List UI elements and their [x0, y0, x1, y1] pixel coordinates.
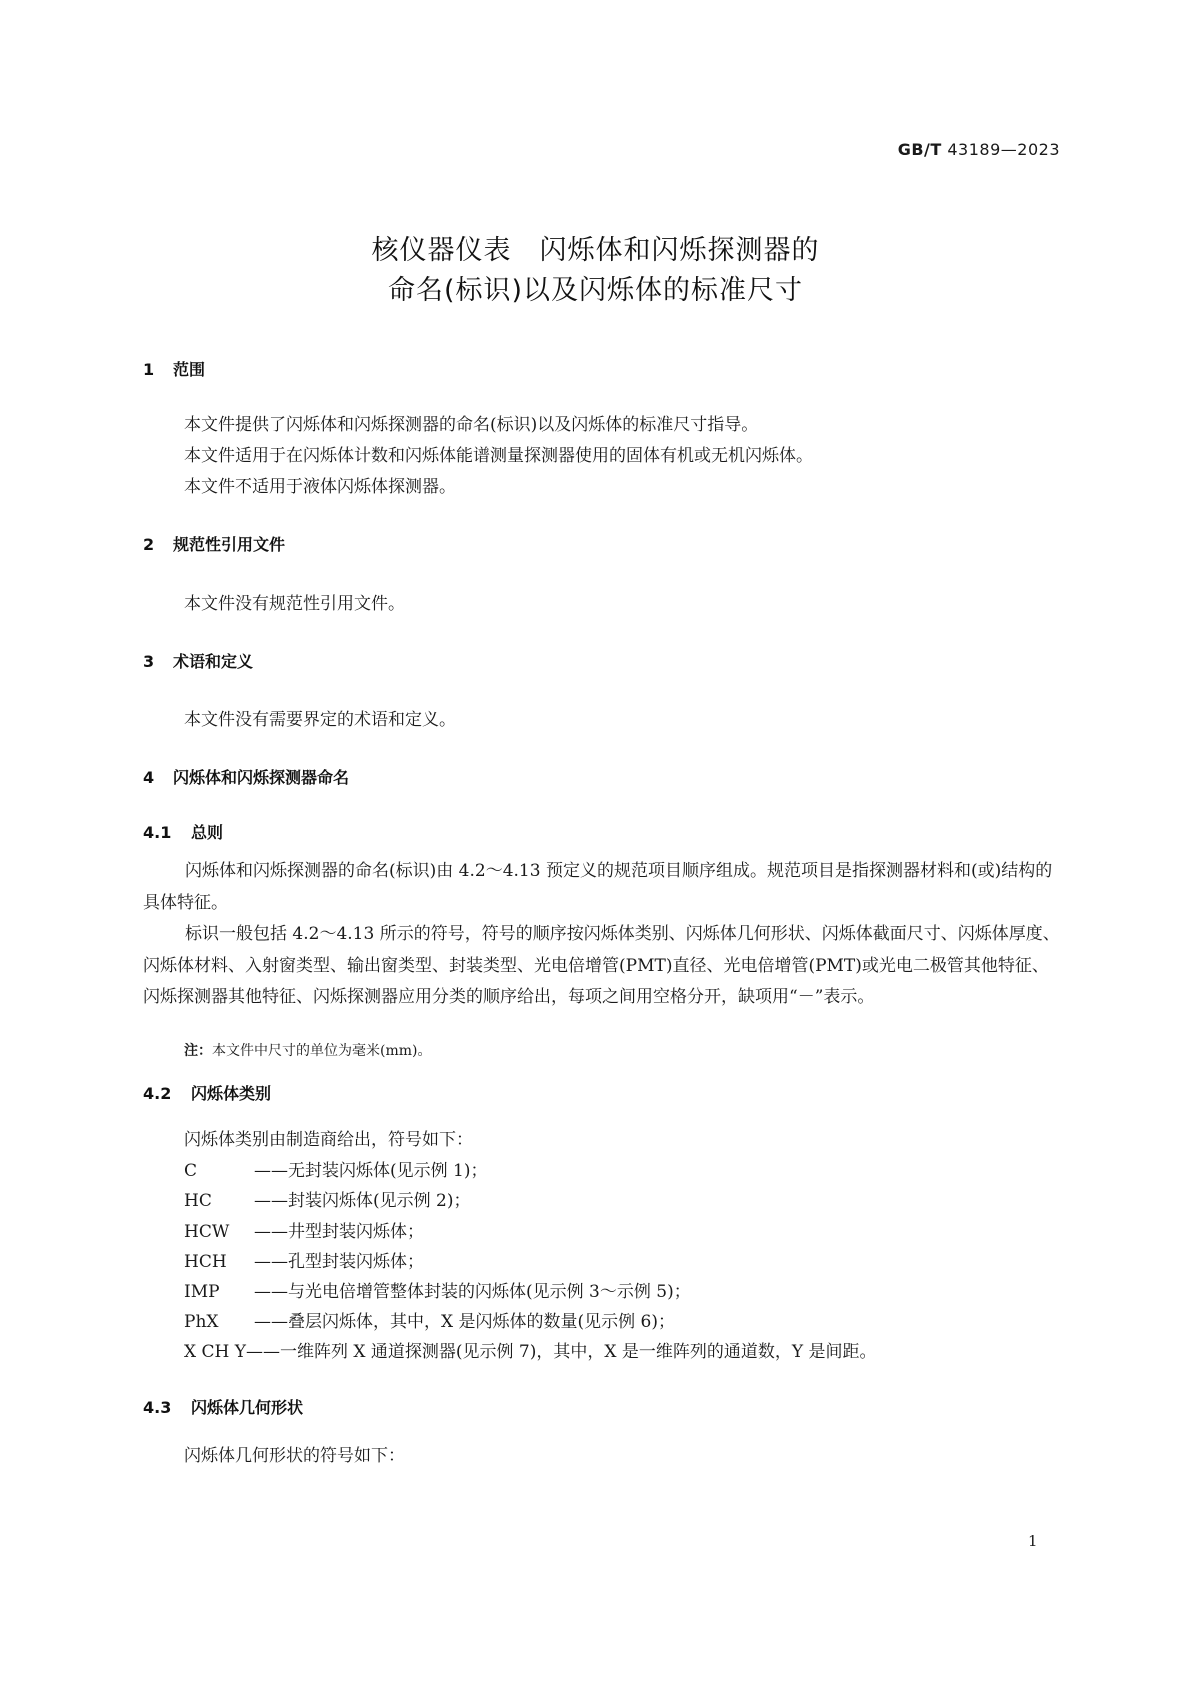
symbol: PhX [184, 1312, 219, 1332]
s1-paragraph-1: 本文件提供了闪烁体和闪烁探测器的命名(标识)以及闪烁体的标准尺寸指导。 [184, 415, 759, 435]
section-3-heading [143, 649, 253, 672]
description: ——一维阵列 X 通道探测器(见示例 7)，其中，X 是一维阵列的通道数，Y 是间距。 [245, 1342, 877, 1362]
description: ——叠层闪烁体，其中，X 是闪烁体的数量(见示例 6)； [254, 1312, 675, 1332]
s3-paragraph-1: 本文件没有需要界定的术语和定义。 [184, 710, 456, 730]
list-item [184, 1217, 424, 1242]
section-2-heading [143, 532, 285, 555]
section-number: 4 [143, 768, 155, 787]
section-4-3-heading [143, 1395, 303, 1418]
section-number: 4.3 [143, 1398, 172, 1417]
section-title: 闪烁体类别 [191, 1084, 272, 1103]
symbol: C [184, 1161, 198, 1181]
description: ——孔型封装闪烁体； [254, 1252, 424, 1272]
s43-intro: 闪烁体几何形状的符号如下： [184, 1446, 405, 1466]
symbol: HCW [184, 1222, 230, 1242]
description: ——与光电倍增管整体封装的闪烁体(见示例 3～示例 5)； [254, 1282, 691, 1302]
section-title: 范围 [173, 360, 206, 379]
section-number: 4.1 [143, 823, 172, 842]
list-item [184, 1186, 470, 1211]
section-4-heading [143, 765, 349, 788]
section-4-1-heading [143, 820, 223, 843]
section-1-heading [143, 357, 205, 380]
note-label: 注： [184, 1043, 212, 1059]
section-title: 总则 [191, 823, 224, 842]
s42-intro: 闪烁体类别由制造商给出，符号如下： [184, 1130, 473, 1150]
page-number: 1 [1028, 1532, 1038, 1550]
title-line-1: 核仪器仪表 闪烁体和闪烁探测器的 [371, 235, 820, 266]
section-4-2-heading [143, 1081, 271, 1104]
section-title: 术语和定义 [173, 652, 254, 671]
list-item [184, 1337, 877, 1362]
list-item [184, 1247, 424, 1272]
description: ——封装闪烁体(见示例 2)； [254, 1191, 471, 1211]
s41-paragraph-2: 标识一般包括 4.2～4.13 所示的符号，符号的顺序按闪烁体类别、闪烁体几何形状、闪烁体截面尺寸、闪烁体厚度、闪烁体材料、入射窗类型、输出窗类型、封装类型、光电倍增管(PMT)直径、光电倍增管(PMT)或光电二极管其他特征、闪烁探测器其他特征、闪烁探测器应用分类的顺序给出，每项之间用空格分开，缺项用“－”表示。 [143, 924, 1060, 1007]
section-number: 4.2 [143, 1084, 172, 1103]
section-number: 3 [143, 652, 155, 671]
s2-paragraph-1: 本文件没有规范性引用文件。 [184, 594, 405, 614]
symbol: IMP [184, 1282, 220, 1302]
list-item [184, 1307, 675, 1332]
section-title: 规范性引用文件 [173, 535, 286, 554]
symbol: HCH [184, 1252, 227, 1272]
section-title: 闪烁体几何形状 [191, 1398, 304, 1417]
description: ——无封装闪烁体(见示例 1)； [254, 1161, 488, 1181]
s41-paragraph-1: 闪烁体和闪烁探测器的命名(标识)由 4.2～4.13 预定义的规范项目顺序组成。规范项目是指探测器材料和(或)结构的具体特征。 [143, 861, 1053, 913]
doc-prefix: GB/T [897, 140, 942, 159]
document-code [860, 140, 1060, 159]
s1-paragraph-2: 本文件适用于在闪烁体计数和闪烁体能谱测量探测器使用的固体有机或无机闪烁体。 [184, 446, 813, 466]
section-number: 2 [143, 535, 155, 554]
section-title: 闪烁体和闪烁探测器命名 [173, 768, 350, 787]
title-line-2: 命名(标识)以及闪烁体的标准尺寸 [387, 275, 804, 306]
symbol: X CH Y [184, 1342, 246, 1362]
description: ——井型封装闪烁体； [254, 1222, 424, 1242]
list-item [184, 1277, 691, 1302]
doc-number: 43189—2023 [947, 140, 1060, 159]
section-number: 1 [143, 360, 155, 379]
s41-note [184, 1040, 431, 1060]
s1-paragraph-3: 本文件不适用于液体闪烁体探测器。 [184, 477, 456, 497]
note-text: 本文件中尺寸的单位为毫米(mm)。 [212, 1043, 432, 1059]
list-item [184, 1156, 487, 1181]
symbol: HC [184, 1191, 212, 1211]
